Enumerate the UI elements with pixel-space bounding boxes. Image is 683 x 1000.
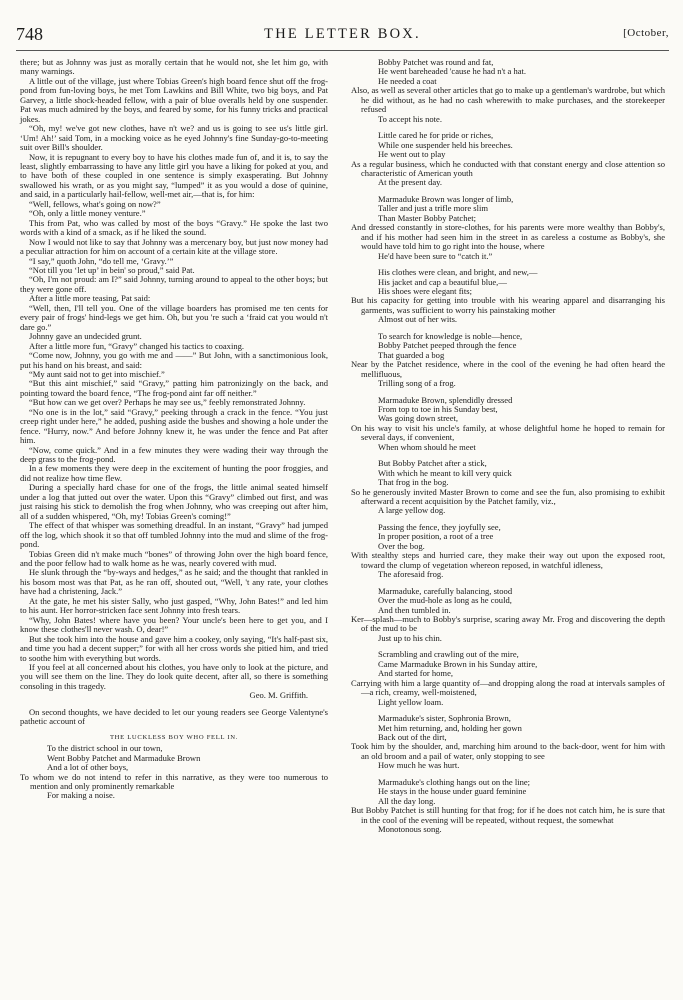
right-verse-line: And then tumbled in. <box>378 604 451 615</box>
left-paragraph: If you feel at all concerned about his clothes, you have only to look at the picture, and you will see them on the line. They do look quite decent, after all, so there is something consoling in this tragedy. <box>20 662 328 691</box>
right-verse-line: Just up to his chin. <box>378 632 442 643</box>
right-verse-line: Marmaduke's sister, Sophronia Brown, <box>378 713 511 724</box>
right-verse-line: Was going down street, <box>378 413 459 424</box>
right-verse-line: At the present day. <box>378 177 443 188</box>
right-verse-line: His clothes were clean, and bright, and new,— <box>378 267 538 278</box>
right-verse-line: He'd have been sure to “catch it.” <box>378 250 493 261</box>
left-paragraph: Now, it is repugnant to every boy to have his clothes made fun of, and it is, to say the least, slightly embarrassing to have any little girl you have a liking for poked at you, and to have both of these coupled in one sentence is simply exasperating. But Johnny swallowed his wrath, or as you might say, “lumped” it as you would a dose of quinine, and said, in a particularly hail-fellow, well-met air,—that is, for him: <box>20 151 328 200</box>
right-verse-line: Light yellow loam. <box>378 696 444 707</box>
right-paragraph: So he generously invited Master Brown to come and see the fun, also promising to exhibit afterward a recent acquisition by the Patchet family, viz., <box>351 486 665 507</box>
right-paragraph: With stealthy steps and hurried care, they make their way out upon the exposed root, toward the clump of vegetation whereon reposed, in watchful idleness, <box>351 550 665 570</box>
right-verse-line: Came Marmaduke Brown in his Sunday attire, <box>378 658 538 669</box>
left-paragraph: there; but as Johnny was just as morally certain that he would not, she let him go, with many warnings. <box>20 57 328 77</box>
left-paragraph: “Well, then, I'll tell you. One of the village boarders has promised me ten cents for every pair of frogs' hind-legs we get him. Oh, but you 're such a ‘fraid cat you would n't dare go.” <box>20 302 328 332</box>
right-verse-line: That guarded a bog <box>378 349 445 360</box>
right-verse-line: The aforesaid frog. <box>378 569 444 580</box>
left-paragraph: After a little more teasing, Pat said: <box>29 293 151 304</box>
left-paragraph: “Why, John Bates! where have you been? Your uncle's been here to get you, and I know these clothes'll never wash. O, dear!” <box>20 614 328 635</box>
left-paragraph: “But how can we get over? Perhaps he may see us,” feebly remonstrated Johnny. <box>29 397 306 408</box>
left-paragraph: To whom we do not intend to refer in this narrative, as they were too numerous to mention and only prominently remarkable <box>20 771 328 791</box>
left-paragraph: In a few moments they were deep in the excitement of hunting the poor froggies, and did not realize how time flew. <box>20 463 328 483</box>
left-paragraph: “Oh, only a little money venture.” <box>29 208 146 219</box>
left-paragraph: “Now, come quick.” And in a few minutes they were wading their way through the deep grass to the frog-pond. <box>20 444 328 465</box>
right-verse-line: Over the bog. <box>378 540 425 551</box>
right-paragraph: As a regular business, which he conducted with that constant energy and close attention so characteristic of American youth <box>351 158 665 178</box>
right-verse-line: Bobby Patchet was round and fat, <box>378 57 494 67</box>
right-verse-line: From top to toe in his Sunday best, <box>378 403 498 414</box>
left-paragraph: “Come now, Johnny, you go with me and ——” But John, with a sanctimonious look, put his hand on his breast, and said: <box>20 350 328 370</box>
left-paragraph: “Not till you ‘let up’ in bein' so proud,” said Pat. <box>29 264 195 275</box>
right-verse-line: Trilling song of a frog. <box>378 378 456 389</box>
right-verse-line: Passing the fence, they joyfully see, <box>378 521 501 532</box>
left-paragraph: But she took him into the house and gave him a cookey, only saying, “It's half-past six, and time you had a decent supper;” for with all her cross words she pitied him, and tried to soothe him with everything but words. <box>20 633 328 663</box>
right-verse-line: While one suspender held his breeches. <box>378 139 513 150</box>
right-paragraph: Ker—splash—much to Bobby's surprise, scaring away Mr. Frog and discovering the depth of the mud to be <box>351 614 665 634</box>
left-paragraph: During a specially hard chase for one of the frogs, the little animal seated himself under a log that jutted out over the water. Upon this “Gravy” climbed out first, and was just raising his stick to demolish the frog when Johnny, who was creeping out after him, all of a sudden whispered, “Oh, my! Tobias Green's coming!” <box>20 482 328 521</box>
left-paragraph: “Oh, my! we've got new clothes, have n't we? and us is going to see us's little girl. ‘Um! Ah!’ said Tom, in a mocking voice as he eyed Johnny's fine Sunday-go-to-meeting suit over Bill's shoulder. <box>20 123 328 153</box>
left-paragraph: Johnny gave an undecided grunt. <box>29 331 142 342</box>
right-paragraph: And dressed constantly in store-clothes, for his parents were more wealthy than Bobby's, and if his mother had seen him in the street in as careless a costume as Bobby's, she would have told him to go right into the house, where <box>351 222 665 252</box>
right-verse-line: Little cared he for pride or riches, <box>378 130 494 141</box>
left-paragraph: After a little more fun, “Gravy” changed his tactics to coaxing. <box>29 340 245 351</box>
right-verse-line: Back out of the dirt, <box>378 732 447 742</box>
left-verse-line: For making a noise. <box>47 790 115 801</box>
right-verse-line: That frog in the bog. <box>378 477 449 488</box>
right-verse-line: To accept his note. <box>378 113 442 124</box>
left-paragraph: He slunk through the “by-ways and hedges,” as he said; and the thought that rankled in his bosom most was that Pat, as he ran off, shouted out, “Well, 't any rate, your clothes have had a christening, Jack.” <box>20 567 328 597</box>
right-paragraph: Took him by the shoulder, and, marching him around to the back-door, went for him with an old broom and a pail of water, only stopping to see <box>351 741 665 761</box>
right-verse-line: To search for knowledge is noble—hence, <box>378 330 523 341</box>
left-paragraph: On second thoughts, we have decided to let our young readers see George Valentyne's pathetic account of <box>20 706 328 727</box>
left-paragraph: “Oh, I'm not proud: am I?” said Johnny, turning around to appeal to the other boys; but they were gone off. <box>20 274 328 294</box>
right-verse-line: But Bobby Patchet after a stick, <box>378 458 487 469</box>
left-paragraph: “Well, fellows, what's going on now?” <box>29 198 161 209</box>
right-verse-line: Almost out of her wits. <box>378 314 458 325</box>
right-verse-line: Scrambling and crawling out of the mire, <box>378 649 519 660</box>
right-verse-line: In proper position, a root of a tree <box>378 531 494 542</box>
left-paragraph: A little out of the village, just where Tobias Green's high board fence shut off the frog-pond from fun-loving boys, he met Tom Lawkins and Bill White, two big boys, and Pat Garvey, a little shock-headed fellow, with a pair of blue overalls held by one suspender. Pat was much admired by the boys, and feared by some, for his funny tricks and practical jokes. <box>20 75 328 124</box>
right-verse-line: Taller and just a trifle more slim <box>378 203 489 214</box>
left-poem-title: THE LUCKLESS BOY WHO FELL IN. <box>109 733 239 741</box>
running-month: [October, <box>623 27 669 39</box>
right-verse-line: His shoes were elegant fits; <box>378 285 472 296</box>
right-verse-line: Met him returning, and, holding her gown <box>378 722 522 733</box>
right-verse-line: How much he was hurt. <box>378 760 460 771</box>
left-column <box>20 58 328 801</box>
right-verse-line: All the day long. <box>378 795 436 806</box>
right-paragraph: But his capacity for getting into trouble with his wearing apparel and disarranging his garments, was sufficient to worry his painstaking mother <box>351 295 665 315</box>
right-verse-line: With which he meant to kill very quick <box>378 467 512 478</box>
right-paragraph: On his way to visit his uncle's family, at whose delightful home he hoped to remain for several days, if convenient, <box>351 422 665 443</box>
left-paragraph: “But this aint mischief,” said “Gravy,” patting him patronizingly on the back, and pointing toward the board fence, “The frog-pond aint far off neither.” <box>20 378 328 398</box>
left-paragraph: This from Pat, who was called by most of the boys “Gravy.” He spoke the last two words with a kind of a smack, as if he liked the sound. <box>20 217 328 238</box>
header-rule <box>16 50 669 51</box>
right-verse-line: Over the mud-hole as long as he could, <box>378 595 512 606</box>
running-title: THE LETTER BOX. <box>264 26 421 42</box>
right-verse-line: When whom should he meet <box>378 441 476 452</box>
right-verse-line: A large yellow dog. <box>378 505 446 516</box>
right-paragraph: Carrying with him a large quantity of—and dropping along the road at intervals samples of—a rich, creamy, well-moistened, <box>351 677 665 698</box>
right-verse-line: He went out to play <box>378 149 446 160</box>
left-paragraph: Tobias Green did n't make much “bones” of throwing John over the high board fence, and the poor fellow had to walk home as he was, nearly covered with mud. <box>20 548 328 569</box>
right-verse-line: He stays in the house under guard feminine <box>378 786 527 797</box>
left-paragraph: “No one is in the lot,” said “Gravy,” peeking through a crack in the fence. “You just creep right under here,” he added, pushing aside the bushes and showing a hole under the fence. “Hurry, now.” And before Johnny knew it, he was under the fence and Pat after him. <box>20 406 328 446</box>
right-verse-line: Marmaduke Brown was longer of limb, <box>378 193 514 204</box>
left-verse-line: To the district school in our town, <box>47 743 163 754</box>
left-signature: Geo. M. Griffith. <box>249 690 308 701</box>
right-paragraph: Also, as well as several other articles that go to make up a gentleman's wardrobe, but which he did without, as he had no cash wherewith to make purchases, and the storekeeper refused <box>351 85 665 115</box>
right-verse-line: Marmaduke Brown, splendidly dressed <box>378 394 513 405</box>
running-header <box>16 24 669 46</box>
left-paragraph: “I say,” quoth John, “do tell me, ‘Gravy.’” <box>29 255 174 266</box>
left-paragraph: At the gate, he met his sister Sally, who just gasped, “Why, John Bates!” and led him to his aunt. Her horror-stricken face sent Johnny into fresh tears. <box>20 595 328 616</box>
right-verse-line: His jacket and cap a beautiful blue,— <box>378 276 507 287</box>
right-verse-line: Bobby Patchet peeped through the fence <box>378 340 517 351</box>
left-verse-line: And a lot of other boys, <box>47 762 129 773</box>
page-number: 748 <box>16 24 43 44</box>
right-verse-line: Marmaduke's clothing hangs out on the line; <box>378 776 531 787</box>
right-paragraph: But Bobby Patchet is still hunting for that frog; for if he does not catch him, he is sure that in the cool of the evening will be repeated, without request, the somewhat <box>351 805 665 825</box>
left-paragraph: “My aunt said not to get into mischief.” <box>29 368 165 379</box>
left-verse-line: Went Bobby Patchet and Marmaduke Brown <box>47 752 201 763</box>
right-column <box>351 58 665 835</box>
right-verse-line: Marmaduke, carefully balancing, stood <box>378 585 513 596</box>
right-verse-line: He needed a coat <box>378 75 437 86</box>
left-paragraph: Now I would not like to say that Johnny was a mercenary boy, but just now money had a peculiar attraction for him on account of a certain kite at the village store. <box>20 236 328 257</box>
right-verse-line: Than Master Bobby Patchet; <box>378 212 477 223</box>
right-verse-line: He went bareheaded 'cause he had n't a hat. <box>378 66 527 77</box>
left-paragraph: The effect of that whisper was something dreadful. In an instant, “Gravy” had jumped off the log, which shook it so that off tumbled Johnny into the mud and slime of the frog-pond. <box>20 520 328 550</box>
right-verse-line: Monotonous song. <box>378 824 442 835</box>
right-verse-line: And started for home, <box>378 668 454 679</box>
right-paragraph: Near by the Patchet residence, where in the cool of the evening he had often heard the mellifluous, <box>351 359 665 379</box>
